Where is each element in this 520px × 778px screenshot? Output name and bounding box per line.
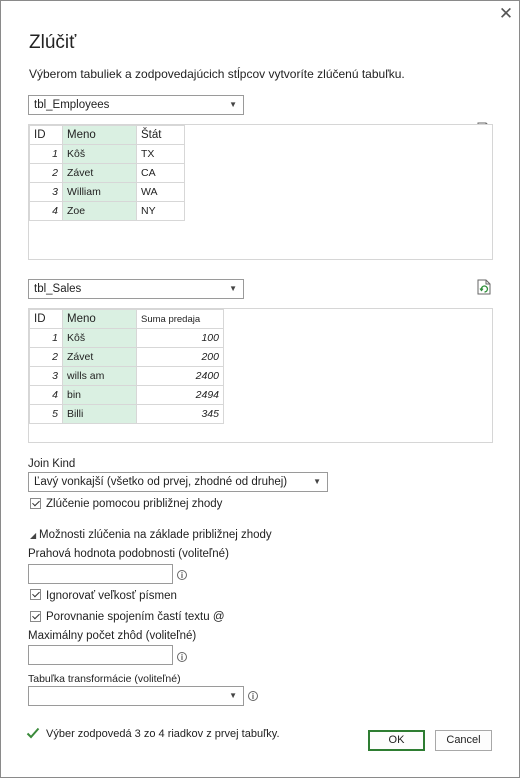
cell-id: 2 bbox=[30, 348, 63, 367]
ignore-case-checkbox[interactable] bbox=[30, 589, 41, 600]
cell-state: WA bbox=[137, 183, 185, 202]
cell-name: Zoe bbox=[63, 202, 137, 221]
second-table-select[interactable] bbox=[28, 279, 244, 299]
table-row bbox=[30, 202, 185, 221]
second-table-preview bbox=[28, 308, 493, 443]
info-icon[interactable]: i bbox=[177, 652, 187, 662]
column-header-name[interactable]: Meno bbox=[63, 310, 137, 329]
collapse-caret-icon[interactable]: ◢ bbox=[30, 531, 37, 540]
similarity-threshold-label: Prahová hodnota podobnosti (voliteľné) bbox=[28, 548, 229, 560]
table-row bbox=[30, 329, 224, 348]
info-icon[interactable]: i bbox=[177, 570, 187, 580]
dialog-subtitle: Výberom tabuliek a zodpovedajúcich stĺpcov vytvoríte zlúčenú tabuľku. bbox=[29, 67, 405, 81]
cell-id: 1 bbox=[30, 329, 63, 348]
chevron-down-icon: ▼ bbox=[229, 284, 237, 293]
table-row bbox=[30, 386, 224, 405]
column-header-amount[interactable]: Suma predaja bbox=[137, 310, 224, 329]
cell-name: wills am bbox=[63, 367, 137, 386]
fuzzy-options-section-label[interactable]: Možnosti zlúčenia na základe približnej zhody bbox=[39, 529, 272, 541]
cell-state: TX bbox=[137, 145, 185, 164]
table-header-row bbox=[30, 126, 185, 145]
cell-amount: 2494 bbox=[137, 386, 224, 405]
cell-id: 1 bbox=[30, 145, 63, 164]
first-table-select-value: tbl_Employees bbox=[34, 99, 110, 111]
cell-amount: 200 bbox=[137, 348, 224, 367]
cell-name: Billi bbox=[63, 405, 137, 424]
cell-name: Kôš bbox=[63, 329, 137, 348]
first-table-grid bbox=[29, 125, 185, 221]
cell-amount: 2400 bbox=[137, 367, 224, 386]
column-header-id[interactable]: ID bbox=[30, 126, 63, 145]
column-header-state[interactable]: Štát bbox=[137, 126, 185, 145]
cell-name: Závet bbox=[63, 164, 137, 183]
table-row bbox=[30, 367, 224, 386]
close-icon[interactable]: ✕ bbox=[498, 4, 514, 23]
chevron-down-icon: ▼ bbox=[229, 100, 237, 109]
fuzzy-merge-label: Zlúčenie pomocou približnej zhody bbox=[46, 498, 223, 510]
join-kind-select[interactable] bbox=[28, 472, 328, 492]
cell-id: 5 bbox=[30, 405, 63, 424]
table-row bbox=[30, 183, 185, 202]
second-table-grid bbox=[29, 309, 224, 424]
cell-id: 4 bbox=[30, 386, 63, 405]
cell-name: Kôš bbox=[63, 145, 137, 164]
join-kind-label: Join Kind bbox=[28, 458, 76, 470]
cell-id: 2 bbox=[30, 164, 63, 183]
similarity-threshold-input[interactable] bbox=[28, 564, 173, 584]
cell-id: 3 bbox=[30, 367, 63, 386]
transformation-table-label: Tabuľka transformácie (voliteľné) bbox=[28, 673, 181, 685]
ignore-case-label: Ignorovať veľkosť písmen bbox=[46, 590, 177, 602]
column-header-id[interactable]: ID bbox=[30, 310, 63, 329]
cancel-button[interactable]: Cancel bbox=[435, 730, 492, 751]
table-row bbox=[30, 405, 224, 424]
cell-name: Závet bbox=[63, 348, 137, 367]
cell-name: William bbox=[63, 183, 137, 202]
chevron-down-icon: ▼ bbox=[229, 691, 237, 700]
fuzzy-merge-checkbox[interactable] bbox=[30, 498, 41, 509]
combine-text-parts-label: Porovnanie spojením častí textu @ bbox=[46, 611, 225, 623]
first-table-preview bbox=[28, 124, 493, 260]
table-row bbox=[30, 348, 224, 367]
cell-amount: 345 bbox=[137, 405, 224, 424]
cell-state: NY bbox=[137, 202, 185, 221]
first-table-select[interactable] bbox=[28, 95, 244, 115]
table-row bbox=[30, 145, 185, 164]
dialog-title: Zlúčiť bbox=[29, 32, 77, 53]
cell-name: bin bbox=[63, 386, 137, 405]
join-kind-select-value: Ľavý vonkajší (všetko od prvej, zhodné od druhej) bbox=[34, 476, 288, 488]
table-header-row bbox=[30, 310, 224, 329]
transformation-table-select[interactable] bbox=[28, 686, 244, 706]
max-matches-label: Maximálny počet zhôd (voliteľné) bbox=[28, 630, 197, 642]
max-matches-input[interactable] bbox=[28, 645, 173, 665]
check-icon bbox=[26, 726, 40, 740]
table-row bbox=[30, 164, 185, 183]
match-status-text: Výber zodpovedá 3 zo 4 riadkov z prvej tabuľky. bbox=[46, 728, 280, 740]
cell-state: CA bbox=[137, 164, 185, 183]
second-table-select-value: tbl_Sales bbox=[34, 283, 82, 295]
column-header-name[interactable]: Meno bbox=[63, 126, 137, 145]
cell-id: 4 bbox=[30, 202, 63, 221]
combine-text-parts-checkbox[interactable] bbox=[30, 611, 41, 622]
chevron-down-icon: ▼ bbox=[313, 477, 321, 486]
refresh-icon[interactable] bbox=[477, 279, 491, 295]
cell-id: 3 bbox=[30, 183, 63, 202]
cell-amount: 100 bbox=[137, 329, 224, 348]
info-icon[interactable]: i bbox=[248, 691, 258, 701]
ok-button[interactable]: OK bbox=[368, 730, 425, 751]
